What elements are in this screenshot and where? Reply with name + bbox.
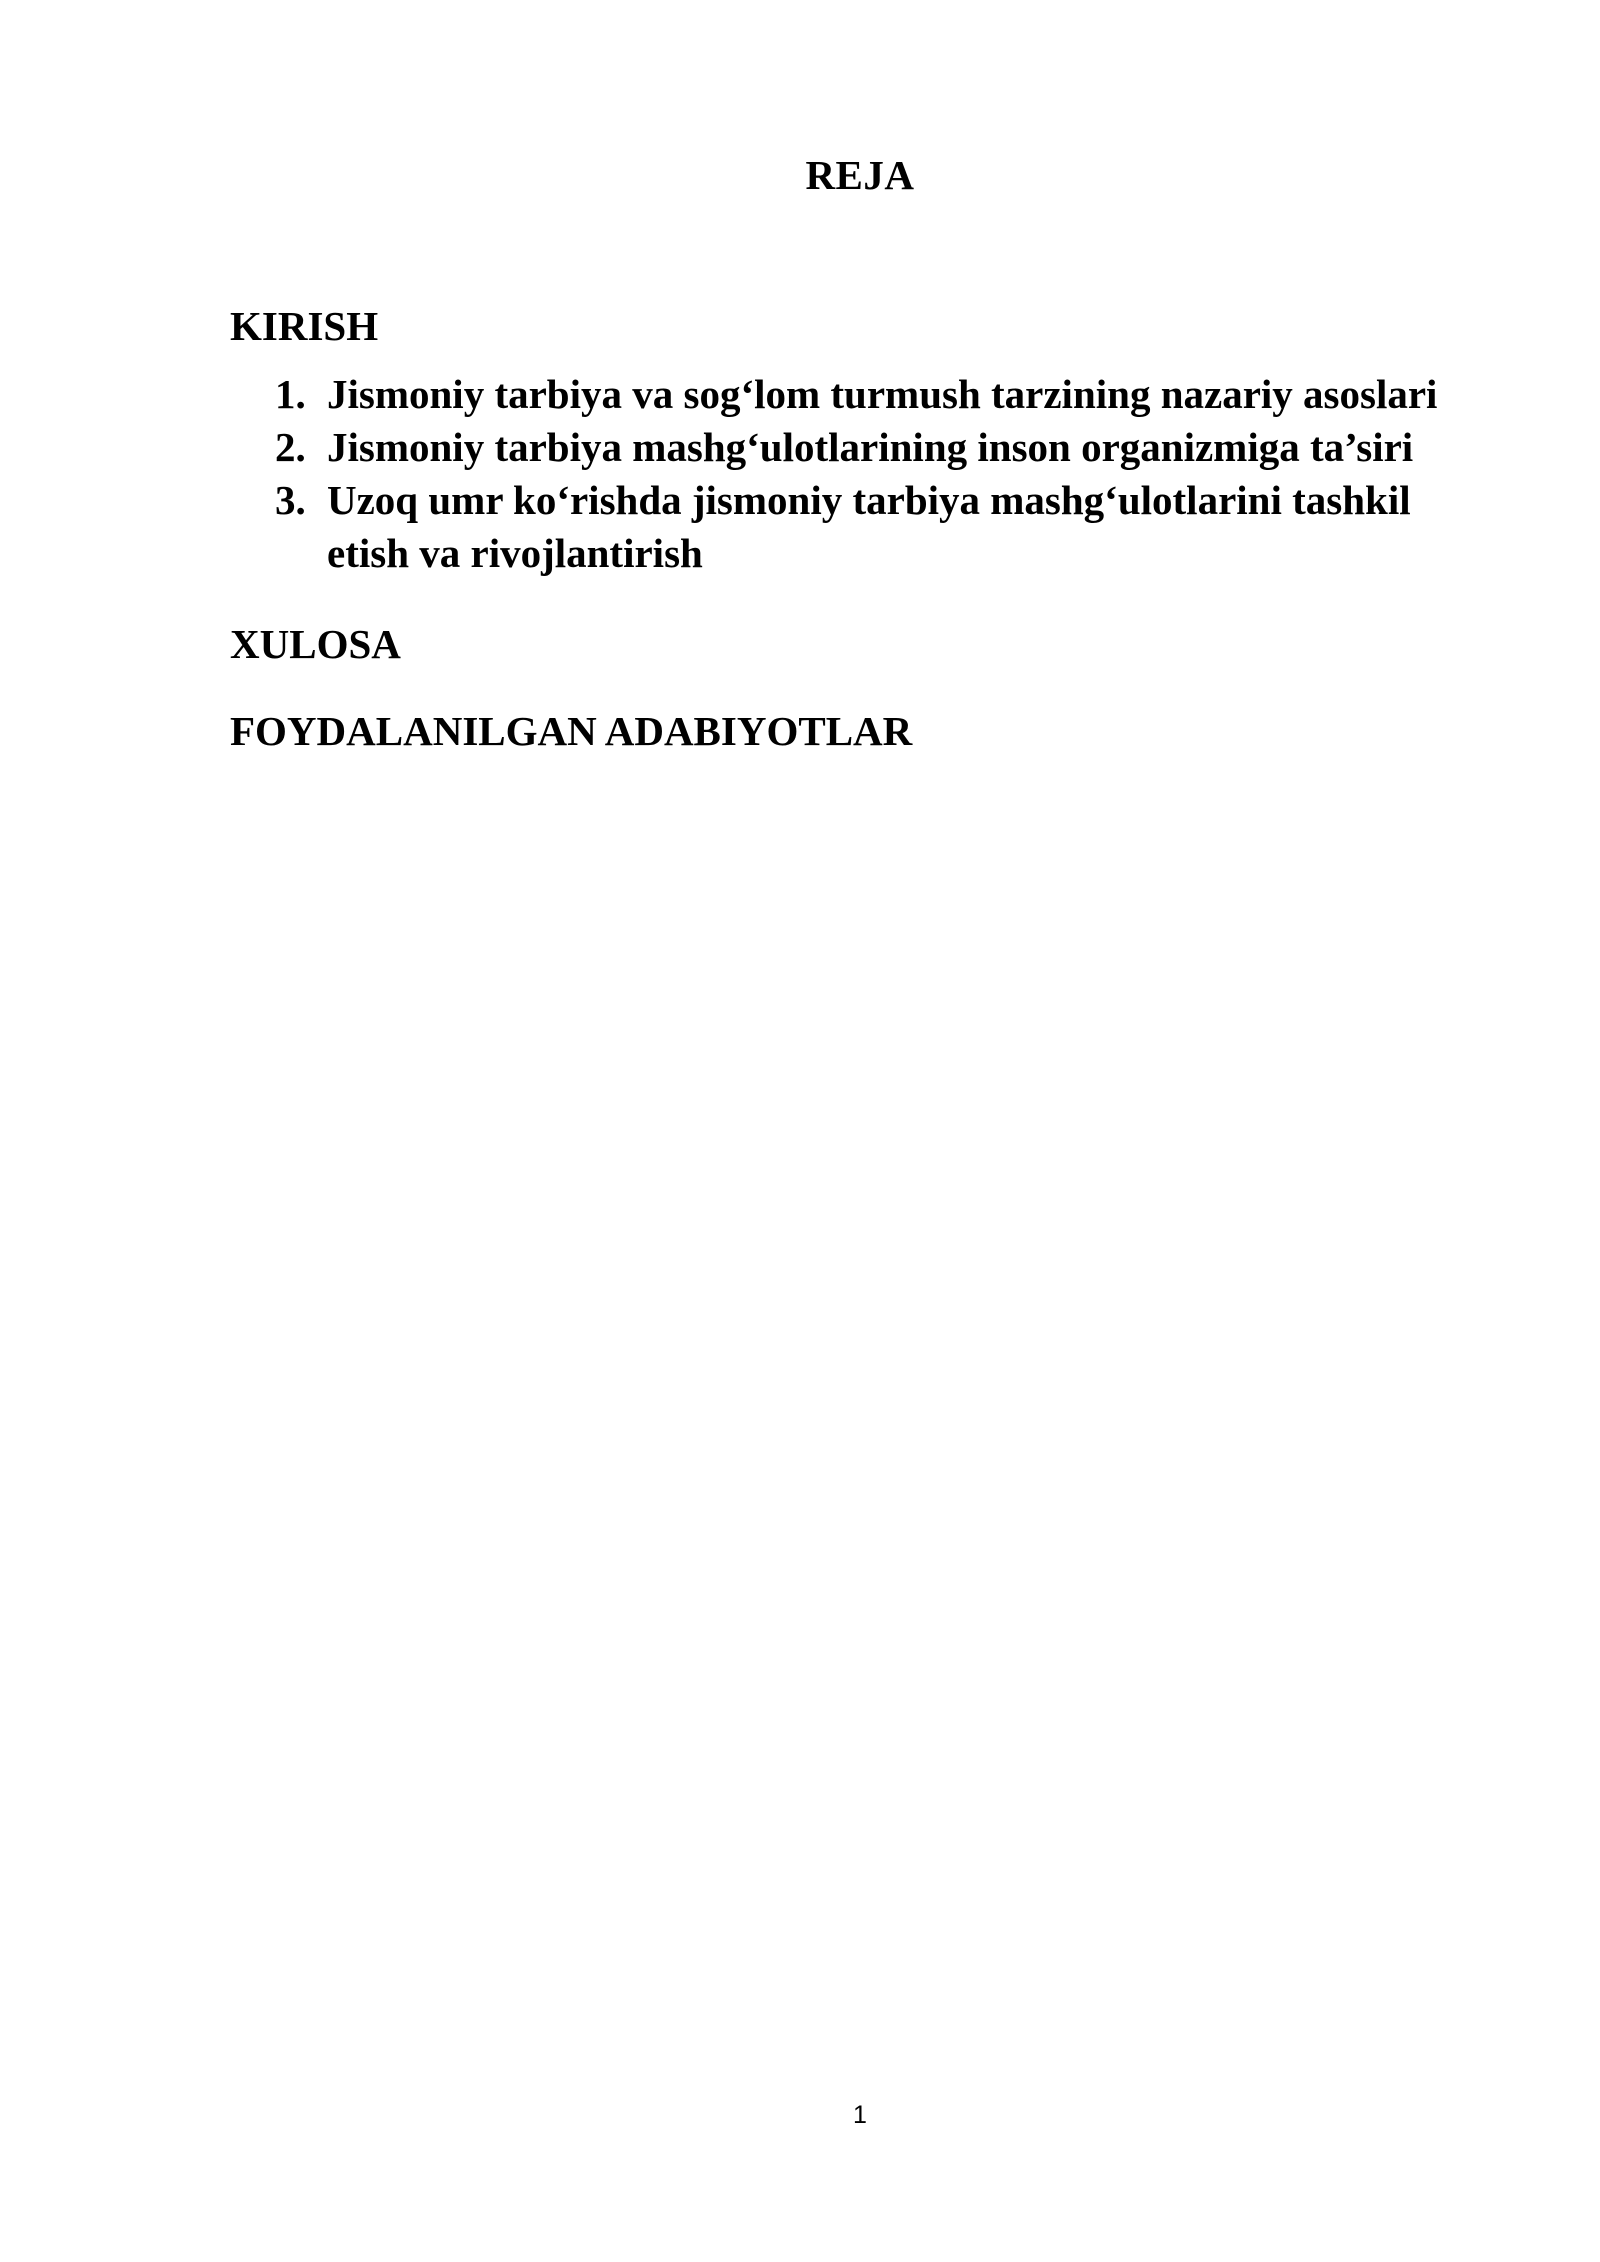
plan-item-text: Jismoniy tarbiya va sog‘lom turmush tarzining nazariy asoslari [327,371,1438,417]
plan-item-text: Uzoq umr ko‘rishda jismoniy tarbiya mashg‘ulotlarini tashkil etish va rivojlantirish [327,477,1411,576]
plan-item [230,421,1480,474]
plan-item-number: 1. [275,371,306,417]
page-number: 1 [853,2101,867,2129]
plan-item [230,368,1480,421]
references-heading: FOYDALANILGAN ADABIYOTLAR [230,708,913,754]
plan-item-text: Jismoniy tarbiya mashg‘ulotlarining inson organizmiga ta’siri [327,424,1414,470]
plan-content [230,300,1480,757]
plan-item-number: 2. [275,424,306,470]
page-title: REJA [805,152,915,198]
plan-list [230,368,1480,580]
conclusion-heading: XULOSA [230,621,401,667]
plan-item [230,474,1480,580]
intro-heading: KIRISH [230,303,379,349]
plan-item-number: 3. [275,477,306,523]
